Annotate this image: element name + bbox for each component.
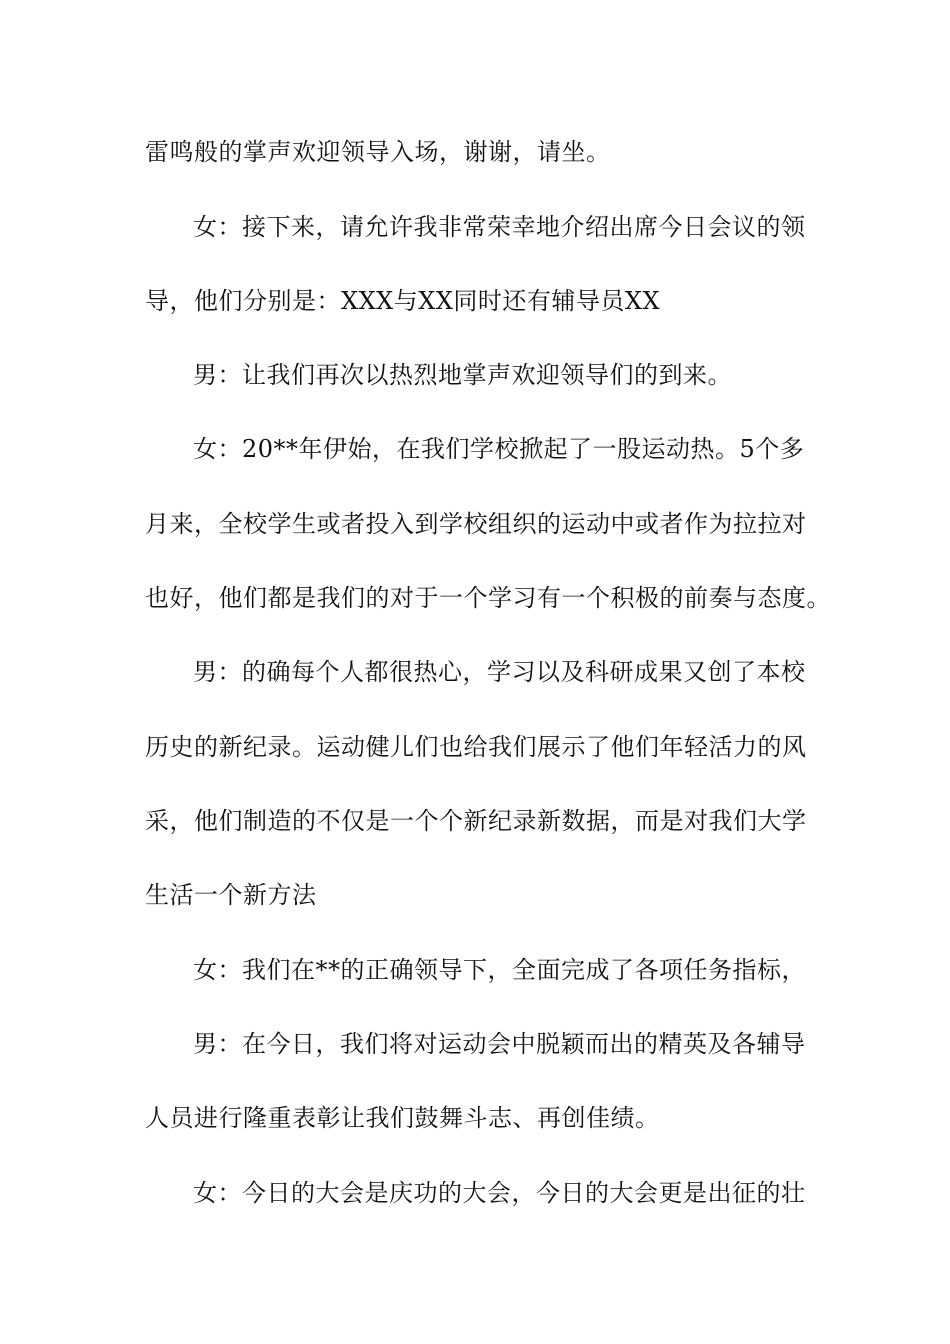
text-line: 也好，他们都是我们的对于一个学习有一个积极的前奏与态度。 <box>145 584 831 612</box>
text-line: 生活一个新方法 <box>145 881 317 909</box>
text-line: 女：接下来，请允许我非常荣幸地介绍出席今日会议的领 <box>193 213 806 241</box>
text-line: 采，他们制造的不仅是一个个新纪录新数据，而是对我们大学 <box>145 807 807 835</box>
text-line: 女：20**年伊始，在我们学校掀起了一股运动热。5个多 <box>193 435 805 463</box>
text-line: 历史的新纪录。运动健儿们也给我们展示了他们年轻活力的风 <box>145 733 807 761</box>
text-line: 女：今日的大会是庆功的大会，今日的大会更是出征的壮 <box>193 1179 806 1207</box>
text-line: 人员进行隆重表彰让我们鼓舞斗志、再创佳绩。 <box>145 1104 660 1132</box>
text-line: 月来，全校学生或者投入到学校组织的运动中或者作为拉拉对 <box>145 510 807 538</box>
text-line: 男：让我们再次以热烈地掌声欢迎领导们的到来。 <box>193 361 732 389</box>
text-line: 女：我们在**的正确领导下，全面完成了各项任务指标， <box>193 956 806 984</box>
text-line: 雷鸣般的掌声欢迎领导入场，谢谢，请坐。 <box>145 138 611 166</box>
text-line: 导，他们分别是：XXX与XX同时还有辅导员XX <box>145 287 661 315</box>
text-line: 男：在今日，我们将对运动会中脱颖而出的精英及各辅导 <box>193 1030 806 1058</box>
text-line: 男：的确每个人都很热心，学习以及科研成果又创了本校 <box>193 658 806 686</box>
